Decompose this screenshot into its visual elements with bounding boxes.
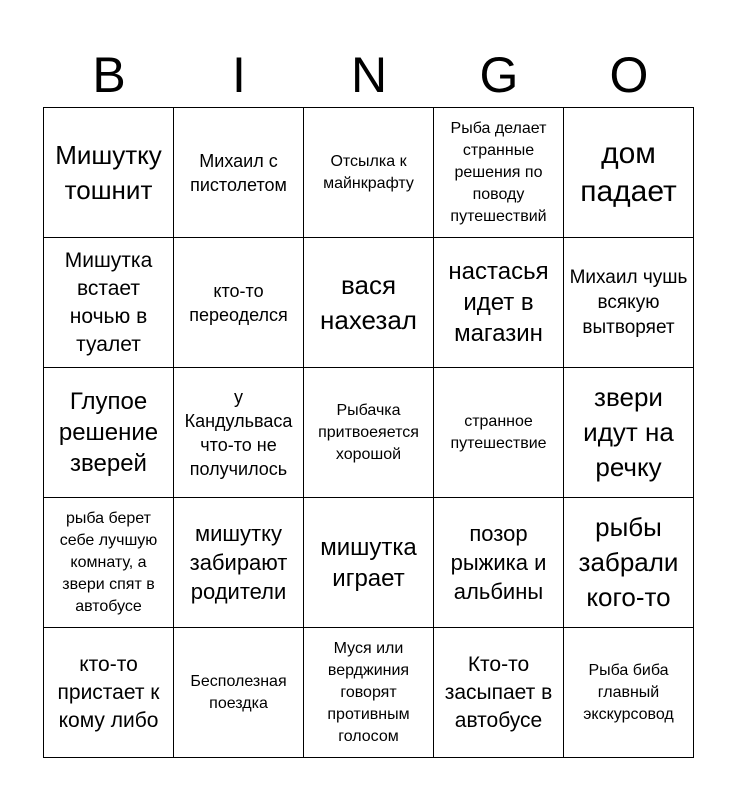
bingo-cell[interactable]: Глупое решение зверей [44,368,174,498]
bingo-cell[interactable]: Бесполезная поездка [174,628,304,758]
bingo-cell[interactable]: Рыба биба главный экскурсовод [564,628,694,758]
bingo-cell[interactable]: Михаил чушь всякую вытворяет [564,238,694,368]
bingo-cell[interactable]: кто-то переоделся [174,238,304,368]
bingo-cell[interactable]: Рыбачка притвоеяется хорошой [304,368,434,498]
bingo-cell[interactable]: настасья идет в магазин [434,238,564,368]
board-row [44,628,694,758]
bingo-cell[interactable]: мишутка играет [304,498,434,628]
bingo-cell[interactable]: рыбы забрали кого-то [564,498,694,628]
bingo-cell[interactable]: дом падает [564,108,694,238]
board-row [44,108,694,238]
header-letter-o: O [609,47,649,103]
bingo-cell[interactable]: Михаил с пистолетом [174,108,304,238]
header-letter-g: G [479,47,519,103]
header-letter-b: B [92,47,126,103]
board-row [44,238,694,368]
bingo-cell[interactable]: кто-то пристает к кому либо [44,628,174,758]
bingo-cell[interactable]: рыба берет себе лучшую комнату, а звери спят в автобусе [44,498,174,628]
bingo-header [44,44,694,106]
bingo-cell[interactable]: мишутку забирают родители [174,498,304,628]
bingo-cell[interactable]: у Кандульваса что-то не получилось [174,368,304,498]
bingo-cell[interactable]: позор рыжика и альбины [434,498,564,628]
board-row [44,498,694,628]
bingo-cell[interactable]: Муся или верджиния говорят противным голосом [304,628,434,758]
bingo-cell[interactable]: звери идут на речку [564,368,694,498]
header-letter-n: N [350,47,388,103]
bingo-cell[interactable]: Рыба делает странные решения по поводу путешествий [434,108,564,238]
bingo-cell[interactable]: Мишутка встает ночью в туалет [44,238,174,368]
bingo-board [43,107,694,758]
board-row [44,368,694,498]
bingo-cell[interactable]: Кто-то засыпает в автобусе [434,628,564,758]
header-letter-i: I [232,47,246,103]
bingo-cell[interactable]: вася нахезал [304,238,434,368]
bingo-cell[interactable]: странное путешествие [434,368,564,498]
bingo-cell[interactable]: Отсылка к майнкрафту [304,108,434,238]
bingo-cell[interactable]: Мишутку тошнит [44,108,174,238]
